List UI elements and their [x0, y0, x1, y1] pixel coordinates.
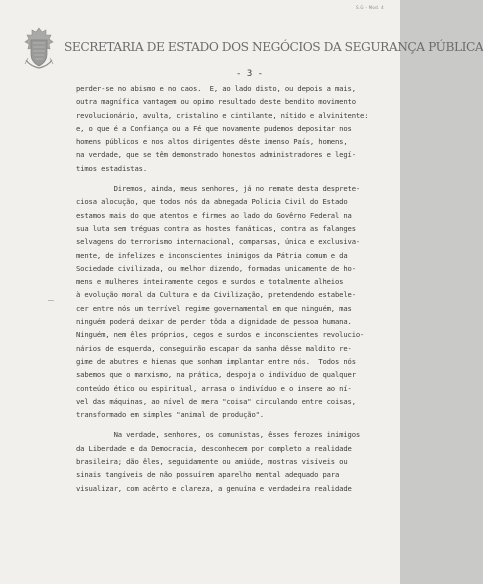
- text-line: outra magnífica vantagem ou opimo resultado deste bendito movimento: [76, 97, 356, 107]
- text-line: sinais tangíveis de não possuírem aparelho mental adequado para: [76, 470, 340, 480]
- text-line: conteúdo ético ou espiritual, arrasa o indivíduo e o insere ao ní-: [76, 383, 352, 393]
- text-line: Sociedade civilizada, ou melhor dizendo, formadas unicamente de ho-: [76, 263, 356, 273]
- text-line: Na verdade, senhores, os comunistas, êsses ferozes inimigos: [76, 430, 361, 440]
- text-line: gime de abutres e hienas que sonham implantar entre nós. Todos nós: [76, 356, 356, 366]
- text-line: transformado em simples "animal de produção".: [76, 410, 264, 420]
- text-line: selvagens do terrorismo internacional, comparsas, única e exclusiva-: [76, 237, 361, 247]
- coat-of-arms-seal-icon: [22, 26, 56, 70]
- text-line: à evolução moral da Cultura e da Civilização, pretendendo estabele-: [76, 290, 356, 300]
- text-line: brasileira; dão êles, seguidamente ou amiúde, mostras visíveis ou: [76, 457, 348, 467]
- text-line: mens e mulheres inteiramente cegos e surdos e totalmente alheios: [76, 277, 344, 287]
- margin-tick: [48, 300, 54, 301]
- paragraph-gap: [76, 175, 392, 182]
- page-number: - 3 -: [236, 69, 264, 79]
- text-line: homens públicos e nos altos dirigentes dêste imenso País, homens,: [76, 137, 348, 147]
- text-line: mente, de infelizes e inconscientes inimigos da Pátria comum e da: [76, 250, 348, 260]
- text-line: cer entre nós um terrível regime governamental em que ninguém, mas: [76, 303, 352, 313]
- text-line: revolucionário, avulta, cristalino e cintilante, nítido e alvinitente:: [76, 110, 369, 120]
- form-code: S.G - Mod. 4: [355, 5, 384, 10]
- text-line: da Liberdade e da Democracia, desconhecem por completo a realidade: [76, 443, 352, 453]
- paragraph: [76, 82, 392, 175]
- paragraph: [76, 182, 392, 421]
- text-line: vel das máquinas, ao nível de mera "coisa" circulando entre coisas,: [76, 396, 356, 406]
- text-line: Diremos, ainda, meus senhores, já no remate desta desprete-: [76, 184, 361, 194]
- text-line: sua luta sem tréguas contra as hostes fanáticas, contra as falanges: [76, 223, 356, 233]
- paragraph-gap: [76, 421, 392, 428]
- document-body: [76, 82, 392, 495]
- text-line: e, o que é a Confiança ou a Fé que novamente pudemos depositar nos: [76, 123, 352, 133]
- letterhead-title: SECRETARIA DE ESTADO DOS NEGÓCIOS DA SEGURANÇA PÚBLICA: [64, 40, 483, 54]
- text-line: ninguém poderá deixar de perder tôda a dignidade de pessoa humana.: [76, 317, 352, 327]
- text-line: ciosa alocução, que todos nós da abnegada Polícia Civil do Estado: [76, 197, 348, 207]
- text-line: Ninguém, nem êles próprios, cegos e surdos e inconscientes revolucio-: [76, 330, 365, 340]
- paragraph: [76, 428, 392, 494]
- text-line: visualizar, com acêrto e clareza, a genuína e verdadeira realidade: [76, 483, 352, 493]
- text-line: sabemos que o marxismo, na prática, despoja o indivíduo de qualquer: [76, 370, 356, 380]
- text-line: nários de esquerda, conseguirão escapar da sanha dêsse maldito re-: [76, 343, 352, 353]
- text-line: timos estadistas.: [76, 163, 148, 173]
- text-line: perder-se no abismo e no caos. E, ao lado disto, ou depois a mais,: [76, 84, 356, 93]
- text-line: na verdade, que se têm demonstrado honestos administradores e legí-: [76, 150, 356, 160]
- text-line: estamos mais do que atentos e firmes ao lado do Govêrno Federal na: [76, 210, 352, 220]
